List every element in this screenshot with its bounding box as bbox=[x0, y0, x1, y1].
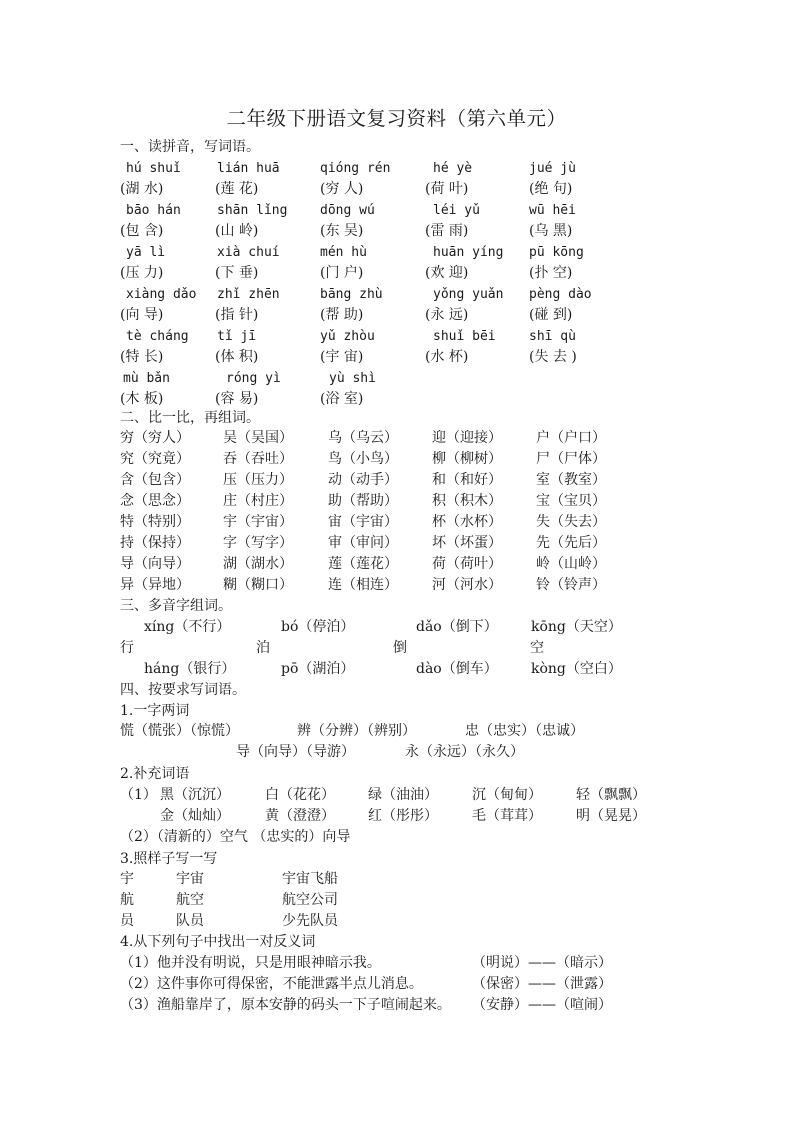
pinyin-text: pèng dào bbox=[529, 287, 592, 302]
sub2-heading: 2.补充词语 bbox=[120, 766, 190, 782]
pinyin-text: hú shuǐ bbox=[126, 161, 181, 176]
pinyin-text: tǐ jī bbox=[217, 329, 257, 344]
compare-item: 铃（铃声） bbox=[536, 577, 606, 593]
answer-word: (莲 花) bbox=[215, 181, 259, 197]
compare-item: 室（教室） bbox=[536, 472, 606, 488]
sub3-heading: 3.照样子写一写 bbox=[120, 851, 218, 867]
answer-word: (东 吴) bbox=[320, 223, 364, 239]
pinyin-text: yù shì bbox=[329, 371, 376, 386]
answer-word: (湖 水) bbox=[120, 181, 164, 197]
polyphone-reading: pō（湖泊） bbox=[281, 661, 355, 677]
sub2-line2: （2）（清新的）空气 （忠实的）向导 bbox=[120, 829, 351, 845]
compare-item: 持（保持） bbox=[120, 535, 190, 551]
polyphone-char: 行 bbox=[120, 640, 134, 656]
sub1-item: 忠（忠实）（忠诚） bbox=[465, 723, 584, 739]
supplement-item: 黑（沉沉） bbox=[160, 787, 230, 803]
answer-word: (下 垂) bbox=[215, 265, 259, 281]
supplement-item: 毛（茸茸） bbox=[472, 808, 542, 824]
pinyin-text: huān yíng bbox=[433, 245, 504, 260]
example-word: 航空 bbox=[176, 892, 204, 908]
antonym-answer: （保密）——（泄露） bbox=[472, 976, 612, 992]
compare-item: 荷（荷叶） bbox=[432, 556, 502, 572]
answer-word: (雷 雨) bbox=[425, 223, 469, 239]
example-word: 航 bbox=[120, 892, 134, 908]
compare-item: 吴（吴国） bbox=[223, 430, 293, 446]
answer-word: (荷 叶) bbox=[425, 181, 469, 197]
pinyin-text: dōng wú bbox=[320, 203, 375, 218]
compare-item: 宝（宝贝） bbox=[536, 493, 606, 509]
compare-item: 迎（迎接） bbox=[432, 430, 502, 446]
polyphone-reading: bó（停泊） bbox=[281, 619, 355, 635]
compare-item: 先（先后） bbox=[536, 535, 606, 551]
pinyin-text: shuǐ bēi bbox=[433, 329, 496, 344]
compare-item: 动（动手） bbox=[328, 472, 398, 488]
pinyin-text: shān lǐng bbox=[217, 203, 288, 218]
compare-item: 杯（水杯） bbox=[432, 514, 502, 530]
section1-heading: 一、读拼音，写词语。 bbox=[120, 139, 260, 155]
example-word: 宇宙飞船 bbox=[282, 871, 338, 887]
supplement-item: 轻（飘飘） bbox=[576, 787, 646, 803]
answer-word: (扑 空) bbox=[529, 265, 573, 281]
compare-item: 异（异地） bbox=[120, 577, 190, 593]
answer-word: (特 长) bbox=[120, 349, 164, 365]
compare-item: 岭（山岭） bbox=[536, 556, 606, 572]
pinyin-text: yǒng yuǎn bbox=[433, 287, 504, 302]
polyphone-reading: dǎo（倒下） bbox=[416, 619, 498, 635]
pinyin-text: tè cháng bbox=[126, 329, 189, 344]
compare-item: 乌（乌云） bbox=[328, 430, 398, 446]
pinyin-text: hé yè bbox=[433, 161, 473, 176]
pinyin-text: yā lì bbox=[126, 245, 166, 260]
sub1-item: 永（永远）（永久） bbox=[405, 744, 524, 760]
answer-word: (穷 人) bbox=[320, 181, 364, 197]
polyphone-char: 泊 bbox=[256, 640, 270, 656]
compare-item: 特（特别） bbox=[120, 514, 190, 530]
antonym-sentence: （2）这件事你可得保密，不能泄露半点儿消息。 bbox=[120, 976, 423, 992]
compare-item: 压（压力） bbox=[223, 472, 293, 488]
answer-word: (向 导) bbox=[120, 307, 164, 323]
compare-item: 糊（糊口） bbox=[223, 577, 293, 593]
compare-item: 字（写字） bbox=[223, 535, 293, 551]
compare-item: 尸（尸体） bbox=[536, 451, 606, 467]
answer-word: (失 去 ) bbox=[529, 349, 577, 365]
compare-item: 含（包含） bbox=[120, 472, 190, 488]
answer-word: (欢 迎) bbox=[425, 265, 469, 281]
example-word: 宇宙 bbox=[176, 871, 204, 887]
compare-item: 宙（宇宙） bbox=[328, 514, 398, 530]
pinyin-text: qióng rén bbox=[320, 161, 391, 176]
compare-item: 柳（柳树） bbox=[432, 451, 502, 467]
answer-word: (乌 黑) bbox=[529, 223, 573, 239]
polyphone-reading: dào（倒车） bbox=[416, 661, 498, 677]
pinyin-text: mù bǎn bbox=[123, 371, 170, 386]
supplement-item: 沉（甸甸） bbox=[472, 787, 542, 803]
compare-item: 和（和好） bbox=[432, 472, 502, 488]
example-word: 少先队员 bbox=[282, 913, 338, 929]
supplement-item: 红（彤彤） bbox=[368, 808, 438, 824]
answer-word: (碰 到) bbox=[529, 307, 573, 323]
compare-item: 莲（莲花） bbox=[328, 556, 398, 572]
example-word: 航空公司 bbox=[282, 892, 338, 908]
example-word: 宇 bbox=[120, 871, 134, 887]
answer-word: (绝 句) bbox=[529, 181, 573, 197]
pinyin-text: xiàng dǎo bbox=[126, 287, 197, 302]
sub1-item: 导（向导）（导游） bbox=[236, 744, 355, 760]
compare-item: 失（失去） bbox=[536, 514, 606, 530]
polyphone-reading: kōng（天空） bbox=[531, 619, 622, 635]
sub1-item: 慌（慌张）（惊慌） bbox=[120, 723, 239, 739]
example-word: 员 bbox=[120, 913, 134, 929]
antonym-answer: （明说）——（暗示） bbox=[472, 955, 612, 971]
antonym-sentence: （1）他并没有明说，只是用眼神暗示我。 bbox=[120, 955, 381, 971]
supplement-item: 金（灿灿） bbox=[160, 808, 230, 824]
pinyin-text: bāng zhù bbox=[320, 287, 383, 302]
compare-item: 河（河水） bbox=[432, 577, 502, 593]
supplement-item: 绿（油油） bbox=[368, 787, 438, 803]
compare-item: 湖（湖水） bbox=[223, 556, 293, 572]
antonym-sentence: （3）渔船靠岸了，原本安静的码头一下子喧闹起来。 bbox=[120, 997, 451, 1013]
polyphone-reading: kòng（空白） bbox=[531, 661, 622, 677]
sub1-heading: 1.一字两词 bbox=[120, 703, 190, 719]
compare-item: 积（积木） bbox=[432, 493, 502, 509]
sub1-item: 辨（分辨）（辨别） bbox=[297, 723, 416, 739]
compare-item: 坏（坏蛋） bbox=[432, 535, 502, 551]
answer-word: (体 积) bbox=[215, 349, 259, 365]
answer-word: (指 针) bbox=[215, 307, 259, 323]
answer-word: (宇 宙) bbox=[320, 349, 364, 365]
pinyin-text: zhǐ zhēn bbox=[217, 287, 280, 302]
supplement-item: 黄（澄澄） bbox=[265, 808, 335, 824]
answer-word: (容 易) bbox=[215, 391, 259, 407]
compare-item: 吞（吞吐） bbox=[223, 451, 293, 467]
pinyin-text: róng yì bbox=[226, 371, 281, 386]
supplement-item: 明（晃晃） bbox=[576, 808, 646, 824]
section4-heading: 四、按要求写词语。 bbox=[120, 682, 246, 698]
page-title: 二年级下册语文复习资料（第六单元） bbox=[226, 107, 567, 130]
answer-word: (包 含) bbox=[120, 223, 164, 239]
compare-item: 户（户口） bbox=[536, 430, 606, 446]
answer-word: (帮 助) bbox=[320, 307, 364, 323]
answer-word: (山 岭) bbox=[215, 223, 259, 239]
compare-item: 念（思念） bbox=[120, 493, 190, 509]
polyphone-reading: xíng（不行） bbox=[144, 619, 231, 635]
pinyin-text: yǔ zhòu bbox=[320, 329, 375, 344]
pinyin-text: jué jù bbox=[529, 161, 576, 176]
pinyin-text: bāo hán bbox=[126, 203, 181, 218]
compare-item: 连（相连） bbox=[328, 577, 398, 593]
antonym-answer: （安静）——（喧闹） bbox=[472, 997, 612, 1013]
compare-item: 究（究竟） bbox=[120, 451, 190, 467]
compare-item: 导（向导） bbox=[120, 556, 190, 572]
compare-item: 鸟（小鸟） bbox=[328, 451, 398, 467]
polyphone-char: 倒 bbox=[393, 640, 407, 656]
sub2-label: （1） bbox=[120, 787, 157, 803]
section2-heading: 二、比一比，再组词。 bbox=[120, 410, 260, 426]
pinyin-text: wū hēi bbox=[529, 203, 576, 218]
answer-word: (木 板) bbox=[120, 391, 164, 407]
pinyin-text: pū kōng bbox=[529, 245, 584, 260]
pinyin-text: léi yǔ bbox=[433, 203, 480, 218]
compare-item: 穷（穷人） bbox=[120, 430, 190, 446]
sub4-heading: 4.从下列句子中找出一对反义词 bbox=[120, 934, 316, 950]
pinyin-text: xià chuí bbox=[217, 245, 280, 260]
pinyin-text: lián huā bbox=[217, 161, 280, 176]
polyphone-reading: háng（银行） bbox=[144, 661, 236, 677]
example-word: 队员 bbox=[176, 913, 204, 929]
compare-item: 宇（宇宙） bbox=[223, 514, 293, 530]
answer-word: (永 远) bbox=[425, 307, 469, 323]
pinyin-text: mén hù bbox=[320, 245, 367, 260]
section3-heading: 三、多音字组词。 bbox=[120, 598, 232, 614]
pinyin-text: shī qù bbox=[529, 329, 576, 344]
compare-item: 审（审问） bbox=[328, 535, 398, 551]
compare-item: 庄（村庄） bbox=[223, 493, 293, 509]
answer-word: (水 杯) bbox=[425, 349, 469, 365]
compare-item: 助（帮助） bbox=[328, 493, 398, 509]
answer-word: (浴 室) bbox=[320, 391, 364, 407]
polyphone-char: 空 bbox=[530, 640, 544, 656]
answer-word: (压 力) bbox=[120, 265, 164, 281]
supplement-item: 白（花花） bbox=[265, 787, 335, 803]
answer-word: (门 户) bbox=[320, 265, 364, 281]
